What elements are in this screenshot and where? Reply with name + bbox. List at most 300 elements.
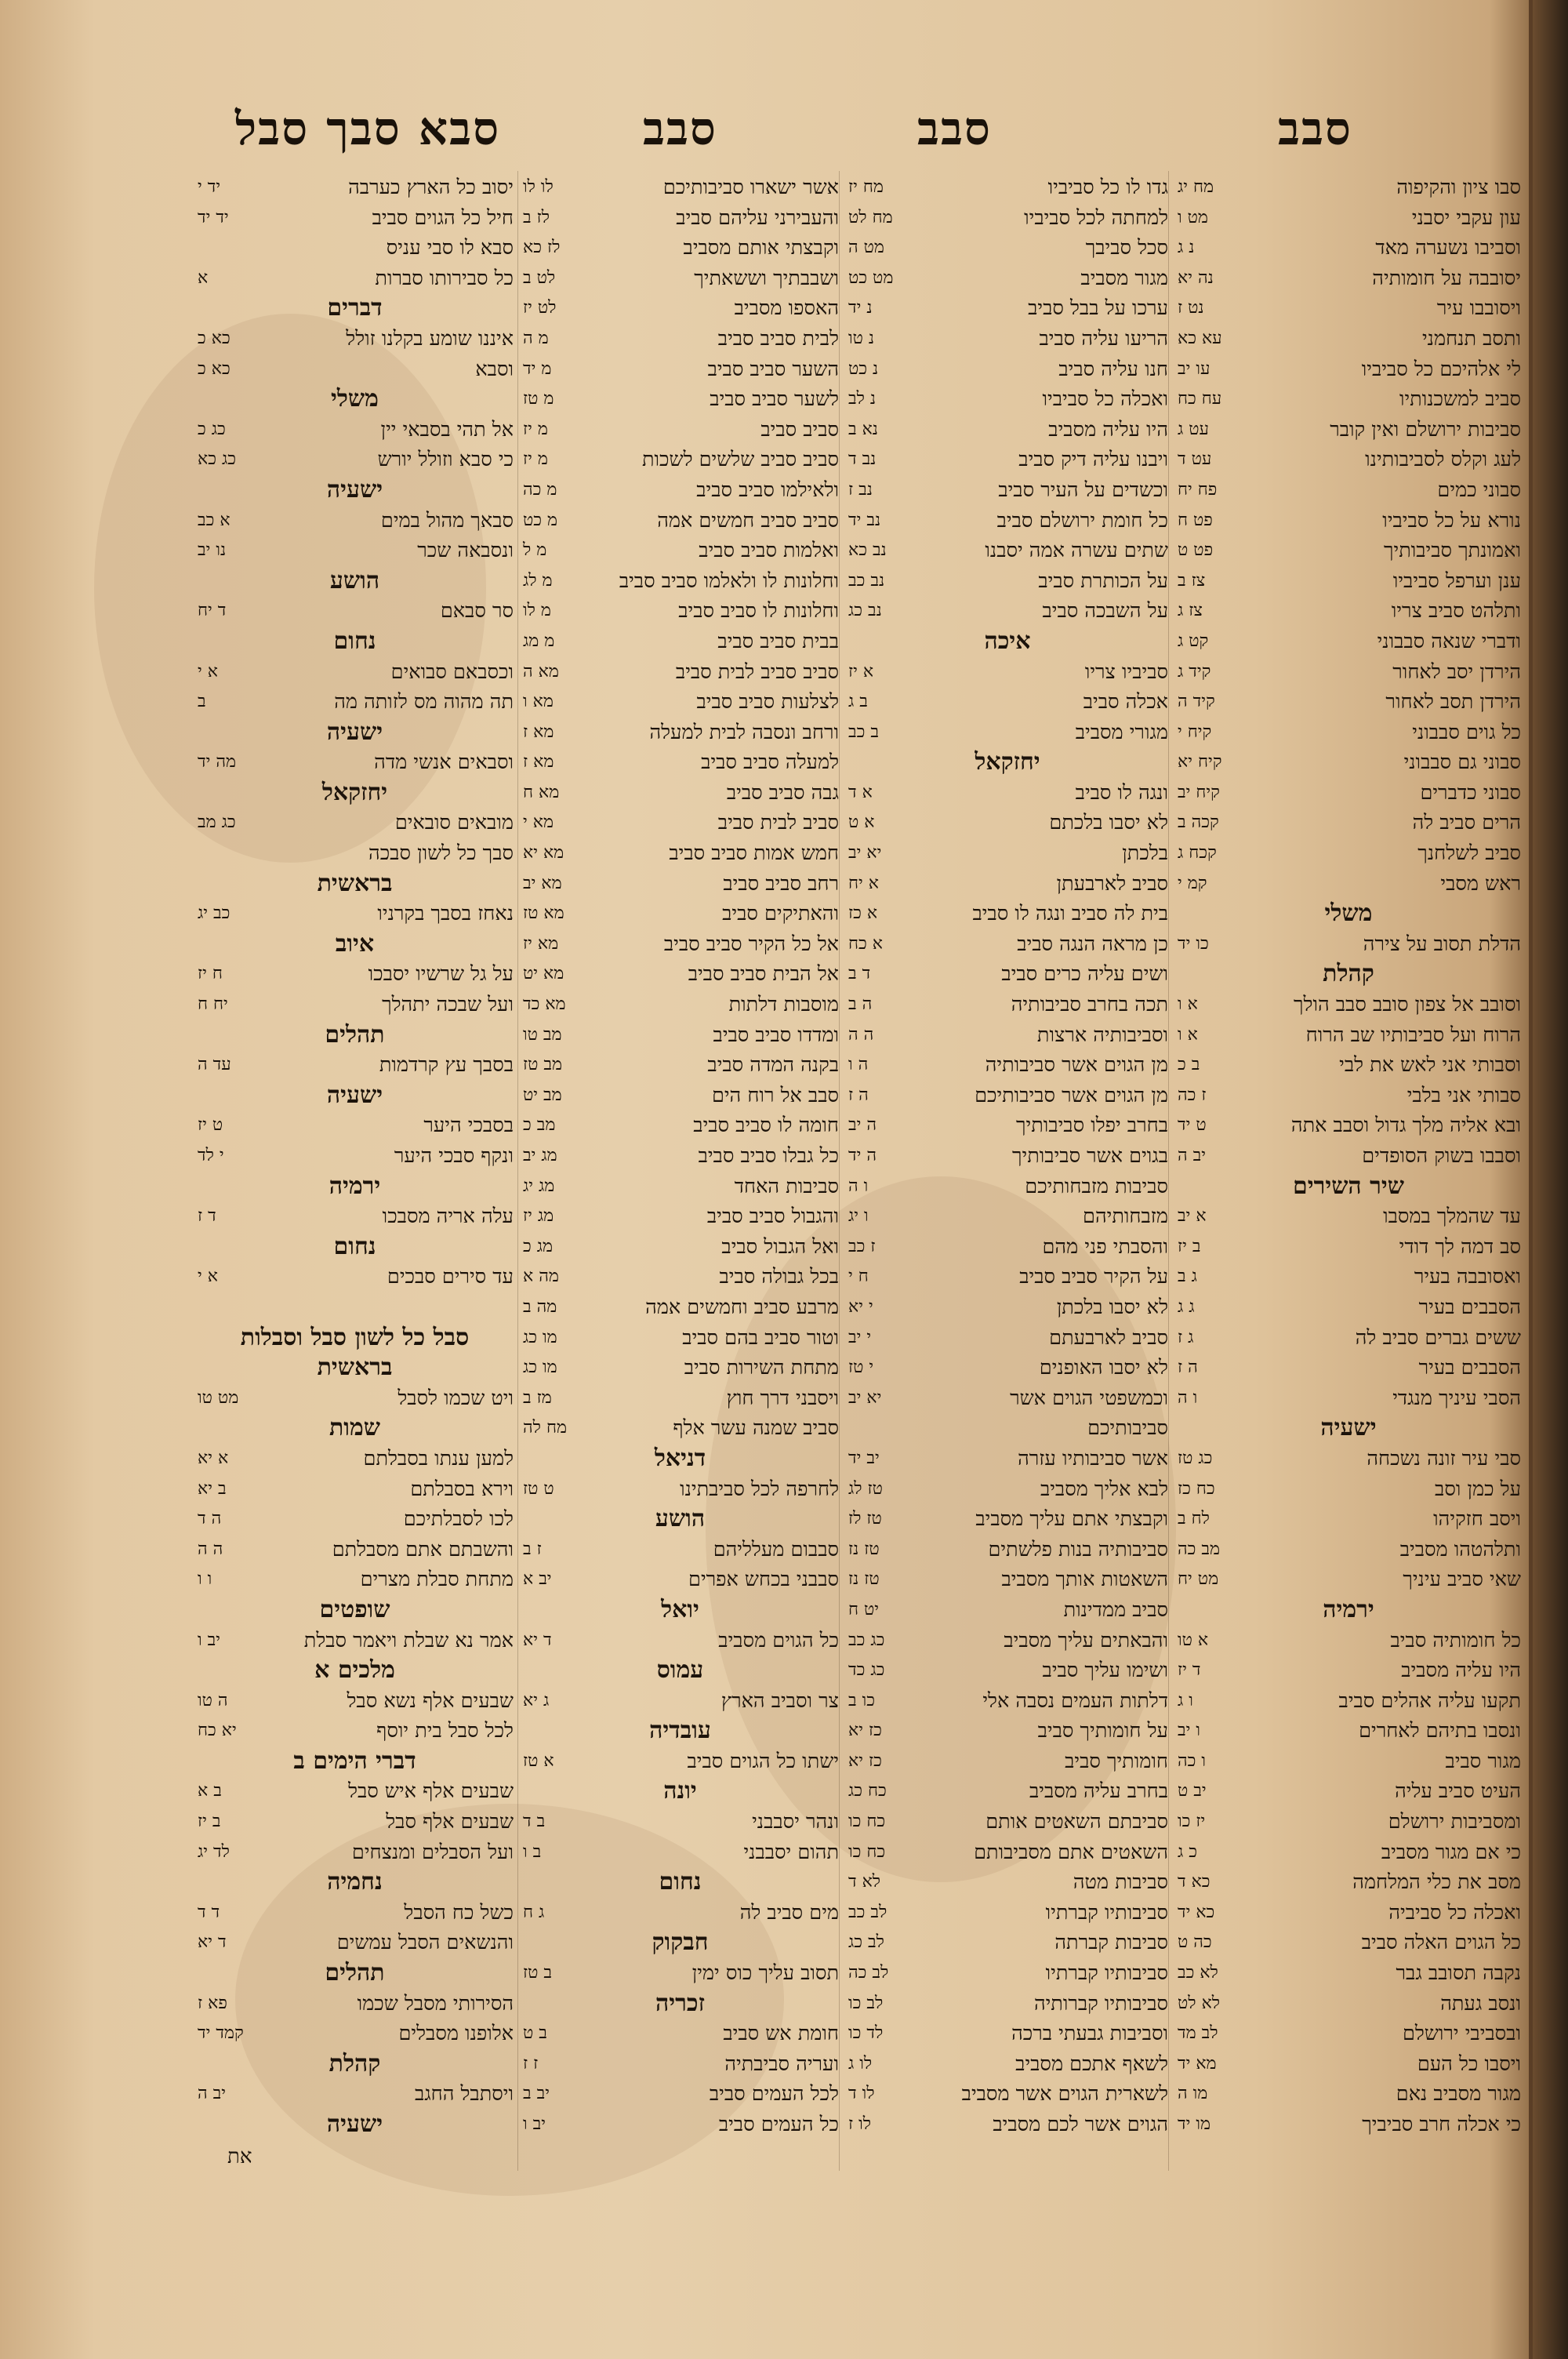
- verse-reference: לב כג: [848, 1932, 884, 1953]
- entry-text: סביבות מטה: [1073, 1870, 1168, 1895]
- entry-text: למען ענתו בסבלתם: [363, 1446, 514, 1470]
- entry-text: סביב סביב שלשים לשכות: [641, 448, 839, 472]
- verse-reference: ז ז: [523, 2053, 539, 2074]
- entry-text: ובסביבי ירושלם: [1402, 2022, 1521, 2046]
- verse-reference: ב: [198, 692, 206, 712]
- concordance-entry: [196, 747, 514, 778]
- concordance-entry: [521, 1958, 839, 1989]
- verse-reference: נב כב: [848, 570, 885, 591]
- concordance-entry: [1176, 203, 1521, 234]
- entry-text: על חומותיך סביב: [1037, 1719, 1168, 1743]
- entry-text: כל חומותיה סביב: [1390, 1628, 1521, 1652]
- verse-reference: ב ט: [523, 2023, 547, 2044]
- entry-text: ולאילמו סביב סביב: [696, 478, 839, 502]
- entry-text: [284, 2140, 514, 2171]
- concordance-entry: [847, 1747, 1168, 1777]
- verse-reference: ב ד: [523, 1812, 546, 1832]
- entry-text: על הכותרת סביב: [1038, 569, 1168, 593]
- entry-text: אלופנו מסבלים: [398, 2022, 514, 2046]
- entry-text: כי אכלה חרב סביביך: [1362, 2113, 1521, 2136]
- verse-reference: ב א: [198, 1781, 222, 1801]
- entry-text: כל הגוים האלה סביב: [1361, 1931, 1521, 1955]
- concordance-entry: [1176, 869, 1521, 900]
- entry-text: והנשאים הסבל עמשים: [336, 1931, 514, 1955]
- entry-text: ותלהט סביב צריו: [1391, 599, 1521, 623]
- concordance-entry: [521, 293, 839, 324]
- verse-reference: ו ה: [848, 1176, 869, 1196]
- verse-reference: לד יג: [198, 1841, 230, 1862]
- verse-reference: ו כה: [1178, 1750, 1207, 1771]
- verse-reference: ב יא: [198, 1478, 227, 1499]
- concordance-entry: [847, 264, 1168, 294]
- entry-text: סביב סביב חמשים אמה: [657, 508, 839, 533]
- entry-text: וסביבותיה ארצות: [1036, 1023, 1168, 1047]
- concordance-entry: [847, 1474, 1168, 1505]
- verse-reference: מה יד: [198, 752, 237, 772]
- concordance-entry: [196, 233, 514, 264]
- verse-reference: מט יח: [1178, 1569, 1219, 1590]
- verse-reference: מח יז: [848, 177, 884, 197]
- verse-reference: לב מד: [1178, 2023, 1218, 2044]
- entry-text: סביבותיכם: [1087, 1416, 1168, 1441]
- verse-reference: ח יז: [198, 964, 223, 984]
- concordance-entry: [1176, 1837, 1521, 1868]
- entry-text: כל הגוים מסביב: [718, 1628, 839, 1652]
- verse-reference: א יח: [848, 873, 879, 893]
- concordance-entry: [847, 1716, 1168, 1747]
- concordance-entry: [847, 657, 1168, 688]
- concordance-entry: [847, 566, 1168, 597]
- book-binding: [1533, 0, 1568, 2359]
- concordance-entry: [847, 506, 1168, 536]
- verse-reference: עט ד: [1178, 449, 1212, 470]
- concordance-entry: [1176, 718, 1521, 748]
- entry-text: הדלת תסוב על צירה: [1363, 932, 1521, 956]
- concordance-entry: [196, 1110, 514, 1141]
- verse-reference: מב כ: [523, 1115, 556, 1136]
- concordance-entry: [521, 1686, 839, 1717]
- book-heading: [196, 1323, 514, 1354]
- book-heading: [196, 1747, 514, 1777]
- verse-reference: כג טז: [1178, 1448, 1213, 1468]
- entry-text: סב דמה לך דודי: [1399, 1234, 1521, 1259]
- concordance-entry: [1176, 2019, 1521, 2049]
- entry-text: ואכלה כל סביביו: [1042, 387, 1168, 412]
- verse-reference: נ יד: [848, 298, 873, 318]
- verse-reference: עד ה: [198, 1055, 231, 1075]
- concordance-entry: [847, 1595, 1168, 1626]
- entry-text: עמוס: [656, 1656, 704, 1685]
- concordance-entry: [1176, 2110, 1521, 2140]
- concordance-entry: [847, 1383, 1168, 1414]
- verse-reference: כז יא: [848, 1721, 882, 1741]
- entry-text: וסבותי אני לאש את לבי: [1339, 1053, 1521, 1078]
- entry-text: קהלת: [328, 2049, 381, 2077]
- entry-text: ואמונתך סביבותיך: [1383, 539, 1521, 563]
- verse-reference: קיח יב: [1178, 782, 1220, 802]
- entry-text: מן הגוים אשר סביבותיה: [985, 1053, 1168, 1078]
- entry-text: ישעיה: [326, 475, 383, 503]
- concordance-entry: [521, 869, 839, 900]
- concordance-entry: [1176, 566, 1521, 597]
- verse-reference: מא טז: [523, 903, 564, 924]
- concordance-entry: [521, 324, 839, 354]
- entry-text: האספו מסביב: [734, 296, 839, 321]
- concordance-entry: [1176, 233, 1521, 264]
- verse-reference: ז כה: [1178, 1085, 1207, 1105]
- concordance-entry: [847, 1776, 1168, 1807]
- verse-reference: ד יז: [1178, 1660, 1201, 1681]
- concordance-entry: [847, 718, 1168, 748]
- verse-reference: ו ג: [1178, 1690, 1193, 1710]
- concordance-entry: [847, 233, 1168, 264]
- concordance-entry: [521, 445, 839, 475]
- entry-text: יחזקאל: [321, 778, 388, 806]
- entry-text: למעלה סביב סביב: [701, 751, 839, 775]
- entry-text: סביבות קברתה: [1054, 1931, 1168, 1955]
- concordance-entry: [521, 838, 839, 869]
- verse-reference: ג יא: [523, 1690, 550, 1710]
- verse-reference: נ טו: [848, 328, 875, 348]
- concordance-entry: [847, 1837, 1168, 1868]
- concordance-entry: [1176, 1807, 1521, 1837]
- entry-text: וחלונות לו סביב סביב: [678, 599, 839, 623]
- entry-text: יסובבה על חומותיה: [1372, 266, 1521, 290]
- verse-reference: נ ג: [1178, 238, 1195, 258]
- entry-text: ויסב חזקיהו: [1433, 1507, 1521, 1532]
- entry-text: הריעו עליה סביב: [1039, 326, 1168, 351]
- entry-text: והאתיקים סביב: [722, 902, 839, 926]
- concordance-entry: [521, 2079, 839, 2110]
- verse-reference: מא יט: [523, 964, 564, 984]
- entry-text: והגבול סביב סביב: [706, 1205, 839, 1229]
- entry-text: שאי סביב עיניך: [1403, 1568, 1521, 1592]
- verse-reference: ט טז: [523, 1478, 554, 1499]
- entry-text: סביבותיו קברותיה: [1033, 1991, 1168, 2016]
- verse-reference: כו ב: [848, 1690, 875, 1710]
- concordance-entry: [847, 1232, 1168, 1263]
- entry-text: כל העמים סביב: [718, 2113, 839, 2136]
- verse-reference: יב א: [523, 1569, 552, 1590]
- entry-text: העיט סביב עליה: [1395, 1779, 1521, 1804]
- concordance-entry: [847, 838, 1168, 869]
- concordance-entry: [196, 1201, 514, 1232]
- concordance-entry: [847, 1535, 1168, 1565]
- concordance-entry: [521, 929, 839, 960]
- entry-text: חנו עליה סביב: [1058, 357, 1168, 381]
- concordance-entry: [847, 1413, 1168, 1444]
- entry-text: נחמיה: [327, 1868, 383, 1896]
- entry-text: תהום יסבבני: [743, 1840, 839, 1864]
- concordance-entry: [847, 324, 1168, 354]
- concordance-entry: [521, 1837, 839, 1868]
- entry-text: בגוים אשר סביבותיך: [1012, 1144, 1168, 1168]
- concordance-entry: [847, 445, 1168, 475]
- entry-text: עד סירים סבכים: [387, 1265, 514, 1289]
- concordance-entry: [1176, 1626, 1521, 1656]
- entry-text: וכשדים על העיר סביב: [998, 478, 1168, 502]
- concordance-entry: [1176, 1020, 1521, 1051]
- concordance-entry: [847, 1292, 1168, 1323]
- verse-reference: ה ז: [848, 1085, 869, 1105]
- verse-reference: עו יב: [1178, 358, 1210, 379]
- entry-text: וסביבו נשערה מאד: [1375, 236, 1521, 260]
- verse-reference: מז ב: [523, 1387, 552, 1408]
- concordance-entry: [521, 536, 839, 566]
- verse-reference: י יב: [848, 1327, 872, 1347]
- concordance-entry: [847, 990, 1168, 1020]
- concordance-column-4: [196, 173, 514, 2170]
- concordance-entry: [521, 2049, 839, 2080]
- verse-reference: לא ד: [848, 1872, 881, 1892]
- verse-reference: כז יא: [848, 1750, 882, 1771]
- entry-text: סר סבאם: [440, 599, 514, 623]
- concordance-entry: [196, 1535, 514, 1565]
- verse-reference: י יא: [848, 1296, 873, 1317]
- entry-text: מוסבות דלתות: [728, 993, 839, 1017]
- verse-reference: יב ט: [1178, 1781, 1207, 1801]
- verse-reference: מג יג: [523, 1176, 555, 1196]
- verse-reference: כח כו: [848, 1841, 886, 1862]
- concordance-entry: [847, 1898, 1168, 1928]
- book-heading: [521, 1989, 839, 2019]
- book-heading: [196, 2049, 514, 2080]
- verse-reference: לז ב: [523, 207, 550, 227]
- verse-reference: י טז: [848, 1358, 874, 1378]
- column-header-4: סבא סבך סבל: [235, 102, 501, 155]
- entry-text: יסוב כל הארץ כערבה: [348, 176, 514, 199]
- concordance-entry: [196, 445, 514, 475]
- concordance-entry: [196, 2079, 514, 2110]
- book-heading: [196, 1020, 514, 1051]
- concordance-entry: [521, 264, 839, 294]
- entry-text: דלתות העמים נסבה אלי: [982, 1688, 1168, 1713]
- concordance-entry: [847, 808, 1168, 838]
- concordance-entry: [1176, 2079, 1521, 2110]
- concordance-entry: [196, 687, 514, 718]
- concordance-entry: [196, 899, 514, 929]
- concordance-entry: [196, 536, 514, 566]
- verse-reference: לא כב: [1178, 1963, 1218, 1983]
- concordance-entry: [1176, 1232, 1521, 1263]
- entry-text: הרים סביב לה: [1412, 811, 1521, 835]
- verse-reference: מ טז: [523, 389, 554, 409]
- concordance-entry: [1176, 1867, 1521, 1898]
- concordance-entry: [847, 1867, 1168, 1898]
- entry-text: נורא על כל סביביו: [1382, 508, 1521, 533]
- concordance-entry: [521, 1535, 839, 1565]
- entry-text: דברי הימים ב: [293, 1747, 416, 1775]
- verse-reference: ב כב: [848, 722, 879, 742]
- concordance-entry: [1176, 506, 1521, 536]
- concordance-entry: [521, 1474, 839, 1505]
- concordance-entry: [196, 596, 514, 627]
- entry-text: נחום: [333, 627, 376, 655]
- verse-reference: קיד ה: [1178, 692, 1215, 712]
- entry-text: סבוני כמים: [1437, 478, 1521, 502]
- entry-text: שופטים: [319, 1595, 390, 1623]
- verse-reference: ב ג: [848, 692, 868, 712]
- concordance-entry: [521, 627, 839, 657]
- verse-reference: ג ג: [1178, 1296, 1195, 1317]
- entry-text: נאחז בסבך בקרניו: [377, 902, 514, 926]
- concordance-entry: [847, 778, 1168, 809]
- concordance-entry: [521, 1747, 839, 1777]
- entry-text: משלי: [1324, 900, 1373, 928]
- book-heading: [196, 778, 514, 809]
- verse-reference: ו יג: [848, 1206, 869, 1227]
- entry-text: סבבני בכחש אפרים: [688, 1568, 839, 1592]
- book-heading: [196, 1413, 514, 1444]
- entry-text: תהלים: [325, 1959, 385, 1987]
- verse-reference: ד יא: [198, 1932, 227, 1953]
- verse-reference: לו ד: [848, 2084, 875, 2104]
- verse-reference: נה יא: [1178, 267, 1214, 288]
- concordance-entry: [521, 959, 839, 990]
- verse-reference: כג כב: [848, 1630, 885, 1650]
- verse-reference: מא ה: [523, 661, 559, 682]
- verse-reference: ו ה: [1178, 1387, 1198, 1408]
- verse-reference: מב יט: [523, 1085, 562, 1105]
- concordance-entry: [196, 1716, 514, 1747]
- concordance-entry: [196, 1474, 514, 1505]
- entry-text: סבב אל רוח הים: [711, 1083, 839, 1107]
- concordance-entry: [521, 1201, 839, 1232]
- entry-text: וירא בסבלתם: [410, 1477, 514, 1501]
- concordance-entry: [196, 1050, 514, 1081]
- concordance-entry: [847, 687, 1168, 718]
- entry-text: השאטות אותך מסביב: [1001, 1568, 1168, 1592]
- entry-text: סביב לשלחנך: [1417, 841, 1521, 866]
- concordance-entry: [521, 687, 839, 718]
- entry-text: סבך כל לשון סבכה: [368, 841, 514, 866]
- concordance-entry: [521, 475, 839, 506]
- concordance-entry: [196, 1928, 514, 1958]
- entry-text: עד שהמלך במסבו: [1383, 1205, 1521, 1229]
- concordance-entry: [521, 657, 839, 688]
- verse-reference: ג ב: [1178, 1267, 1197, 1287]
- entry-text: ישעיה: [1320, 1414, 1377, 1442]
- concordance-entry: [847, 869, 1168, 900]
- concordance-entry: [521, 2110, 839, 2140]
- entry-text: ישעיה: [326, 2110, 383, 2138]
- verse-reference: מ ה: [523, 328, 549, 348]
- entry-text: וטור סביב בהם סביב: [682, 1325, 839, 1350]
- entry-text: מתחת השירות סביב: [684, 1356, 839, 1380]
- verse-reference: ו ו: [198, 1569, 212, 1590]
- verse-reference: פט ט: [1178, 540, 1214, 561]
- verse-reference: כב יג: [198, 903, 230, 924]
- entry-text: אמר נא שבלת ויאמר סבלת: [303, 1628, 514, 1652]
- entry-text: בית לה סביב ונגה לו סביב: [972, 902, 1168, 926]
- entry-text: מגור מסביב: [1080, 266, 1168, 290]
- concordance-column-1: [1176, 173, 1521, 2140]
- concordance-entry: [196, 354, 514, 385]
- entry-text: שבעים אלף איש סבל: [348, 1779, 514, 1804]
- entry-text: איוב: [335, 929, 375, 958]
- book-heading: [196, 1656, 514, 1686]
- entry-text: לכל סבל בית יוסף: [376, 1719, 514, 1743]
- concordance-entry: [847, 1565, 1168, 1595]
- verse-reference: לז כא: [523, 238, 561, 258]
- verse-reference: טז לג: [848, 1478, 883, 1499]
- entry-text: על כמן וסב: [1435, 1477, 1521, 1501]
- concordance-entry: [521, 1110, 839, 1141]
- verse-reference: כח כז: [1178, 1478, 1215, 1499]
- entry-text: כי סבא וזולל יורש: [377, 448, 514, 472]
- entry-text: הושע: [655, 1505, 706, 1533]
- concordance-entry: [1176, 475, 1521, 506]
- entry-text: איכה: [984, 627, 1031, 655]
- verse-reference: צז ג: [1178, 601, 1203, 621]
- entry-text: והסבתי פני מהם: [1042, 1234, 1168, 1259]
- book-heading: [196, 1172, 514, 1202]
- verse-reference: טז נז: [848, 1539, 880, 1559]
- verse-reference: טז נז: [848, 1569, 880, 1590]
- verse-reference: א כב: [198, 510, 230, 530]
- book-heading: [196, 475, 514, 506]
- verse-reference: ה ו: [848, 1055, 869, 1075]
- concordance-entry: [847, 1928, 1168, 1958]
- verse-reference: ה יב: [848, 1115, 877, 1136]
- verse-reference: מב טז: [523, 1055, 563, 1075]
- verse-reference: כה ט: [1178, 1932, 1212, 1953]
- entry-text: ובא אליה מלך גדול וסבב אתה: [1290, 1114, 1521, 1138]
- entry-text: סבוני כדברים: [1420, 780, 1521, 805]
- entry-text: לבית סביב סביב: [717, 326, 839, 351]
- verse-reference: נב יד: [848, 510, 881, 530]
- verse-reference: א י: [198, 661, 218, 682]
- entry-text: מובאים סובאים: [394, 811, 514, 835]
- concordance-entry: [1176, 1958, 1521, 1989]
- entry-text: ונסבו בתיהם לאחרים: [1359, 1719, 1521, 1743]
- entry-text: לבא אליך מסביב: [1040, 1477, 1168, 1501]
- entry-text: בסבכי היער: [423, 1114, 514, 1138]
- entry-text: תכה בחרב סביבותיה: [1011, 993, 1168, 1017]
- verse-reference: לט ב: [523, 267, 556, 288]
- entry-text: וסביבות גבעתי ברכה: [1011, 2022, 1168, 2046]
- concordance-entry: [847, 1444, 1168, 1474]
- concordance-entry: [1176, 596, 1521, 627]
- concordance-entry: [847, 384, 1168, 415]
- concordance-entry: [521, 778, 839, 809]
- verse-reference: מא יא: [523, 843, 564, 863]
- entry-text: ומדדו סביב סביב: [713, 1023, 839, 1047]
- concordance-entry: [521, 718, 839, 748]
- concordance-entry: [847, 1958, 1168, 1989]
- verse-reference: יז כו: [1178, 1812, 1206, 1832]
- concordance-entry: [847, 1323, 1168, 1354]
- verse-reference: מא ז: [523, 722, 554, 742]
- verse-reference: ב כ: [1178, 1055, 1200, 1075]
- concordance-entry: [521, 1413, 839, 1444]
- column-header-3: סבב: [643, 102, 717, 155]
- concordance-entry: [521, 1172, 839, 1202]
- entry-text: אשר ישארו סביבותיכם: [662, 176, 839, 199]
- entry-text: סבבום מעלליהם: [713, 1537, 839, 1561]
- book-heading: [521, 1656, 839, 1686]
- entry-text: תהלים: [325, 1020, 385, 1049]
- concordance-entry: [521, 1626, 839, 1656]
- entry-text: הסבבים בעיר: [1418, 1356, 1521, 1380]
- verse-reference: מח לט: [848, 207, 893, 227]
- entry-text: השער סביב סביב: [707, 357, 839, 381]
- verse-reference: כו יד: [1178, 933, 1209, 954]
- verse-reference: כא כ: [198, 328, 230, 348]
- book-heading: [521, 1928, 839, 1958]
- entry-text: מים סביב לה: [739, 1900, 839, 1925]
- concordance-entry: [1176, 1110, 1521, 1141]
